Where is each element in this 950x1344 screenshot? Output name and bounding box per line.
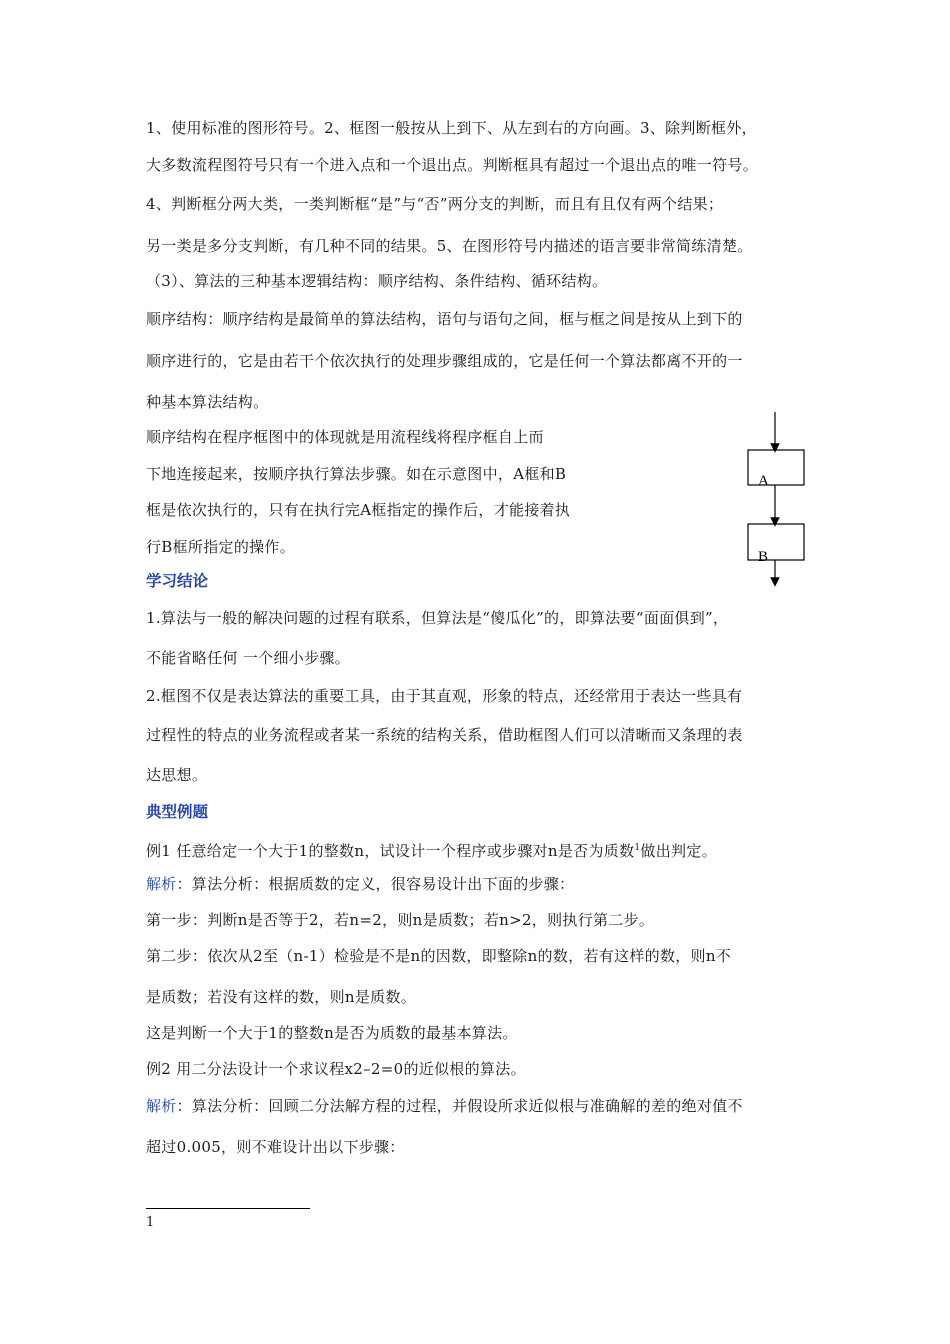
flow-box-b — [748, 524, 804, 560]
sequence-para-5: 下地连接起来，按顺序执行算法步骤。如在示意图中，A框和B — [146, 465, 567, 483]
rule-line-1: 1、使用标准的图形符号。2、框图一般按从上到下、从左到右的方向画。3、除判断框外， — [146, 119, 757, 137]
conclusion-line-2: 不能省略任何 一个细小步骤。 — [146, 649, 350, 667]
footnote-ref[interactable]: 1 — [634, 843, 641, 853]
sequence-para-1: 顺序结构：顺序结构是最简单的算法结构，语句与语句之间，框与框之间是按从上到下的 — [146, 310, 743, 328]
sequence-para-4: 顺序结构在程序框图中的体现就是用流程线将程序框自上而 — [146, 428, 544, 446]
example-1-question — [146, 838, 717, 861]
example-2-question: 例2 用二分法设计一个求议程x2–2=0的近似根的算法。 — [146, 1060, 526, 1078]
rule-line-4: 另一类是多分支判断，有几种不同的结果。5、在图形符号内描述的语言要非常简练清楚。 — [146, 237, 753, 255]
flow-box-a-label: A — [758, 473, 769, 489]
sequence-para-3: 种基本算法结构。 — [146, 393, 269, 411]
sequence-para-2: 顺序进行的，它是由若干个依次执行的处理步骤组成的，它是任何一个算法都离不开的一 — [146, 352, 743, 370]
flow-box-a — [748, 450, 804, 485]
structures-line: （3）、算法的三种基本逻辑结构：顺序结构、条件结构、循环结构。 — [146, 272, 608, 290]
analysis-text-2: ：算法分析：回顾二分法解方程的过程，并假设所求近似根与准确解的差的绝对值不 — [176, 1097, 743, 1115]
sequence-flowchart — [740, 412, 820, 592]
conclusion-line-1: 1.算法与一般的解决问题的过程有联系，但算法是“傻瓜化”的，即算法要“面面俱到”， — [146, 609, 729, 627]
conclusion-line-4: 过程性的特点的业务流程或者某一系统的结构关系，借助框图人们可以清晰而又条理的表 — [146, 726, 743, 744]
example-1-analysis — [146, 874, 574, 894]
conclusion-line-5: 达思想。 — [146, 766, 208, 784]
analysis-label: 解析 — [146, 875, 177, 893]
sequence-para-7: 行B框所指定的操作。 — [146, 538, 296, 556]
flow-box-b-label: B — [758, 549, 769, 565]
conclusion-line-3: 2.框图不仅是表达算法的重要工具，由于其直观，形象的特点，还经常用于表达一些具有 — [146, 687, 743, 705]
rule-line-2: 大多数流程图符号只有一个进入点和一个退出点。判断框具有超过一个退出点的唯一符号。 — [146, 156, 759, 174]
analysis-label-2: 解析 — [146, 1097, 177, 1115]
example-1-tail: 做出判定。 — [640, 842, 717, 860]
examples-heading: 典型例题 — [146, 802, 209, 821]
example-1-summary: 这是判断一个大于1的整数n是否为质数的最基本算法。 — [146, 1024, 518, 1042]
analysis-text: ：算法分析：根据质数的定义，很容易设计出下面的步骤： — [176, 875, 575, 893]
footnote-number: 1 — [146, 1215, 155, 1230]
step-2-cont: 是质数；若没有这样的数，则n是质数。 — [146, 988, 417, 1006]
step-1: 第一步：判断n是否等于2，若n=2，则n是质数；若n>2，则执行第二步。 — [146, 911, 655, 929]
sequence-para-6: 框是依次执行的，只有在执行完A框指定的操作后，才能接着执 — [146, 501, 571, 519]
example-2-analysis-cont: 超过0.005，则不难设计出以下步骤： — [146, 1138, 405, 1156]
rule-line-3: 4、判断框分两大类，一类判断框“是”与“否”两分支的判断，而且有且仅有两个结果； — [146, 195, 724, 213]
example-1-text: 例1 任意给定一个大于1的整数n，试设计一个程序或步骤对n是否为质数 — [146, 842, 635, 860]
step-2: 第二步：依次从2至（n-1）检验是不是n的因数，即整除n的数，若有这样的数，则n不 — [146, 947, 732, 965]
example-2-analysis — [146, 1096, 743, 1116]
conclusion-heading: 学习结论 — [146, 571, 209, 590]
footnote-divider — [146, 1208, 310, 1209]
